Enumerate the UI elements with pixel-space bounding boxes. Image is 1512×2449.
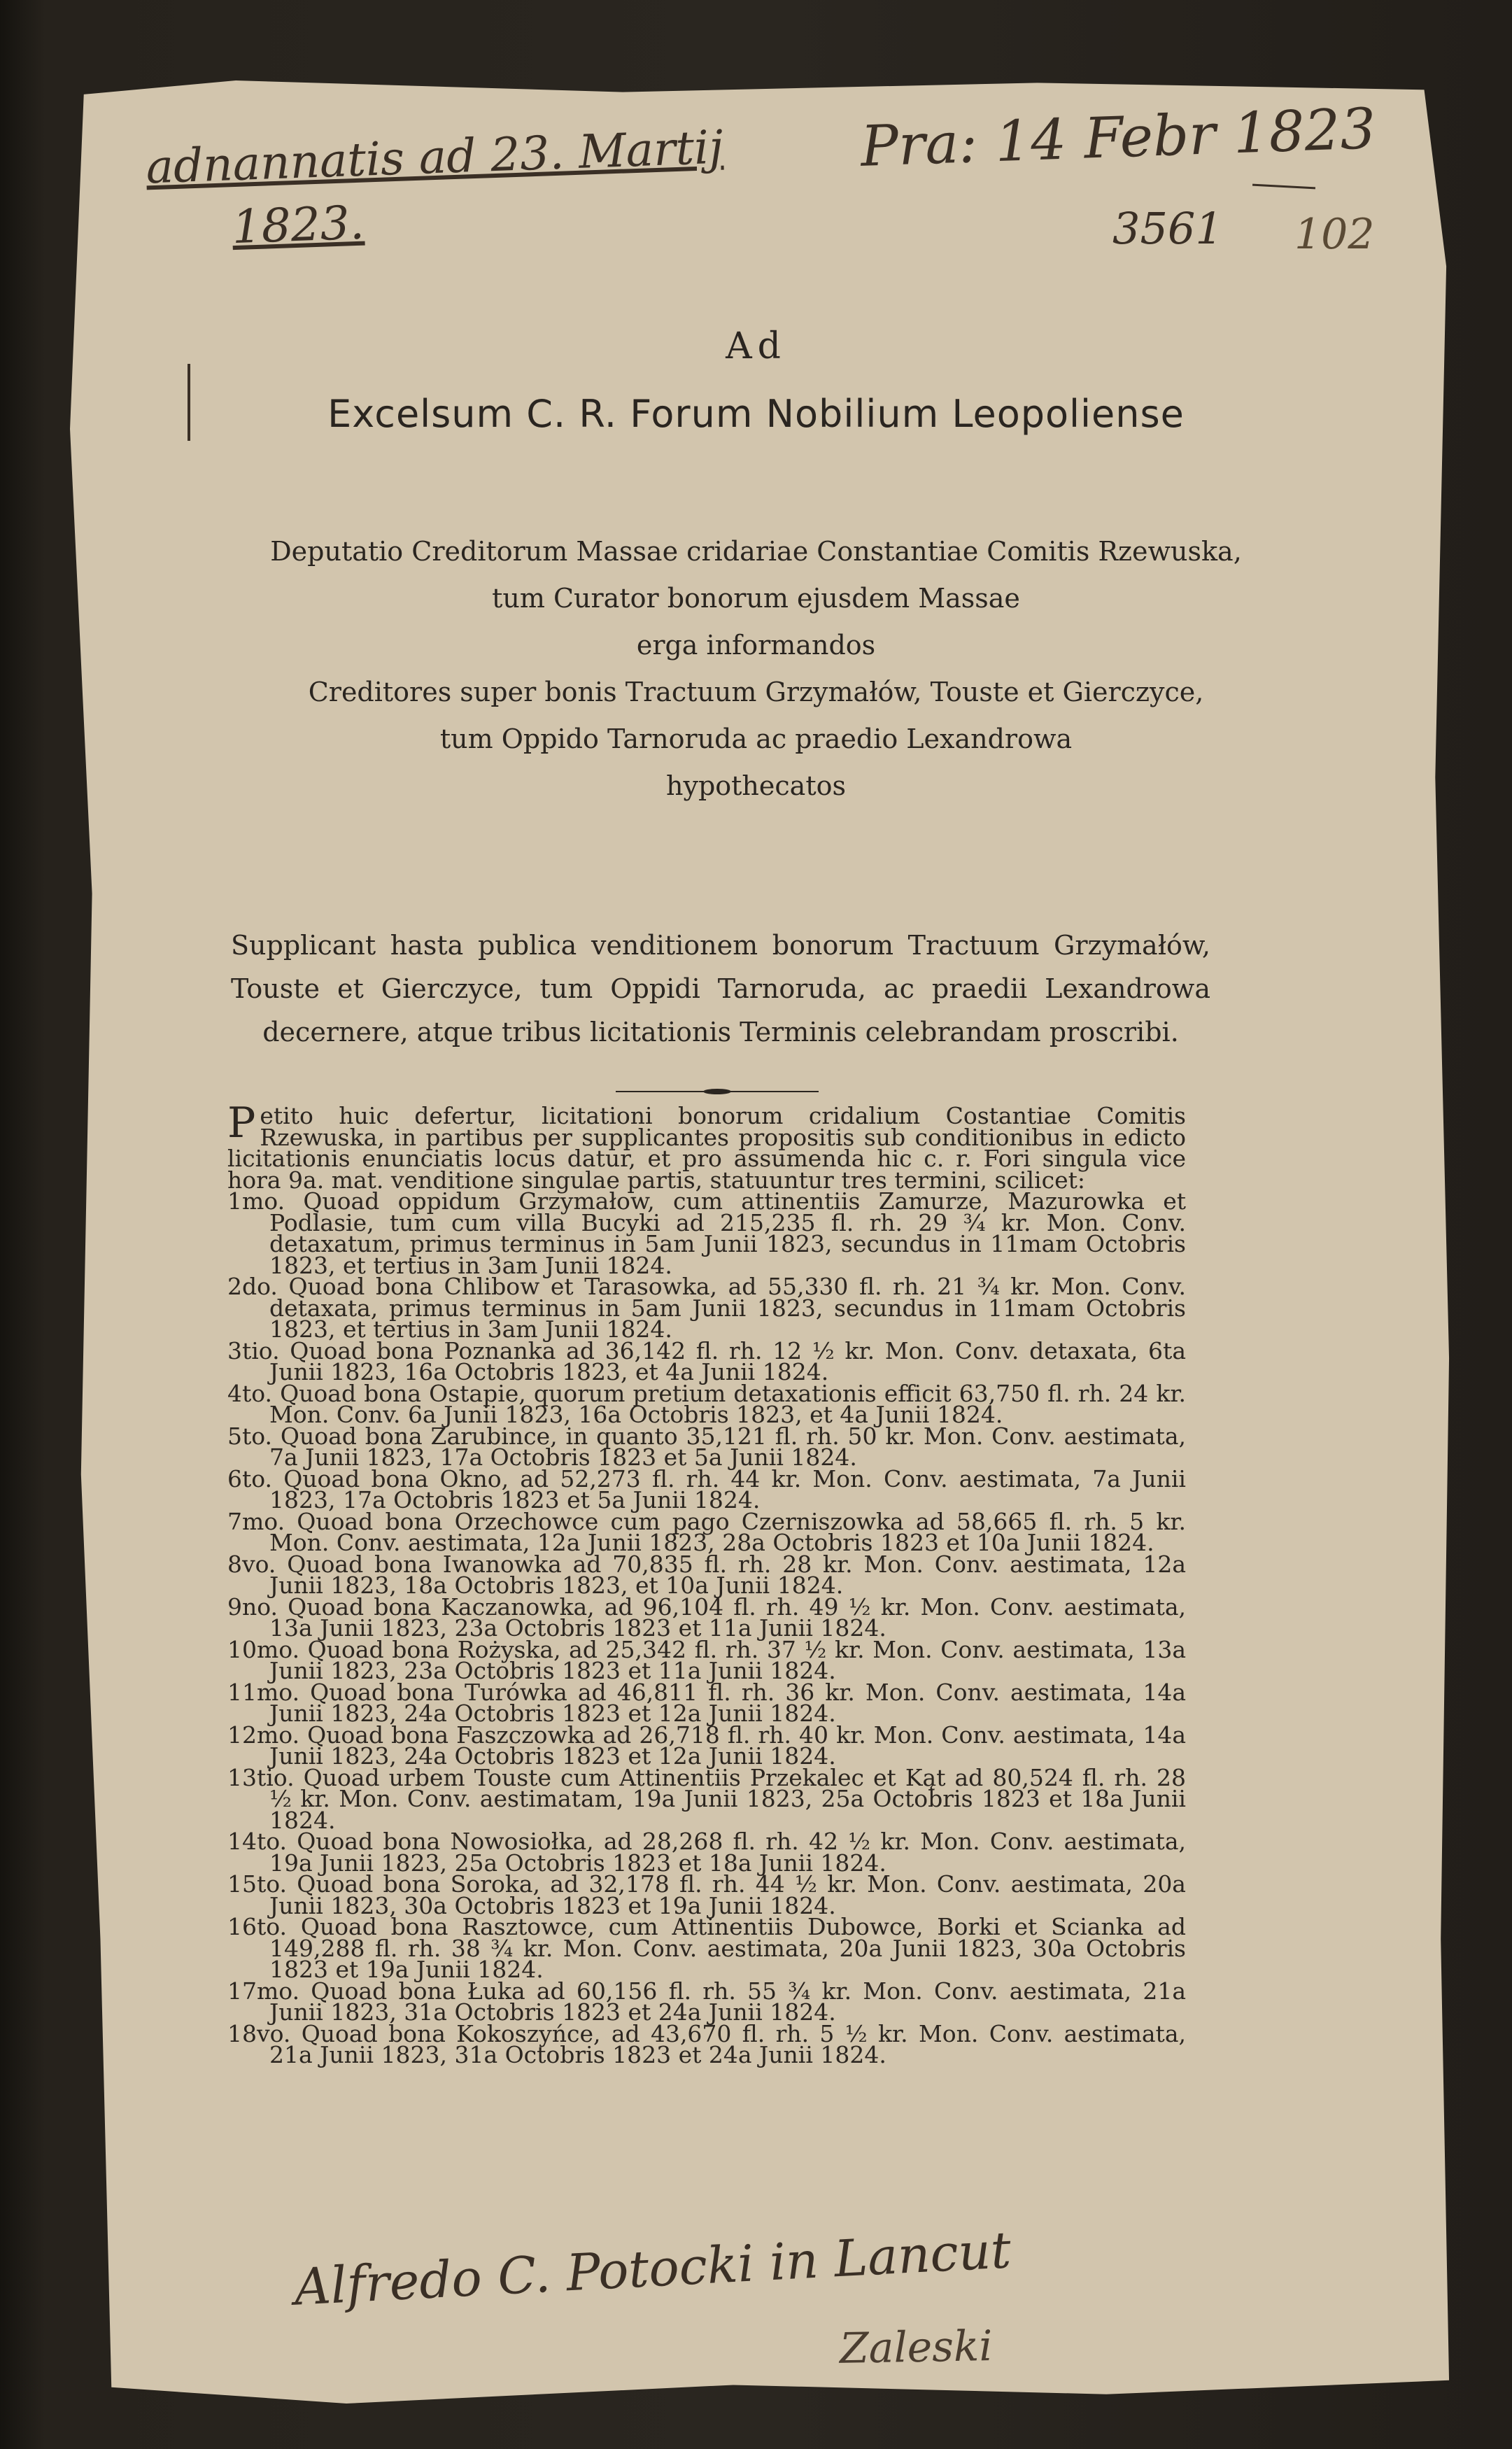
handwritten-signature: Alfredo C. Potocki in Lancut [292, 2220, 1012, 2317]
auction-item: 12mo. Quoad bona Faszczowka ad 26,718 fl. rh. 40 kr. Mon. Conv. aestimata, 14a Junii 1823, 24a Octobris 1823 et 12a Junii 1824. [227, 1721, 1186, 1770]
auction-item: 14to. Quoad bona Nowosiołka, ad 28,268 fl. rh. 42 ½ kr. Mon. Conv. aestimata, 19a Junii 1823, 25a Octobris 1823 et 18a Junii 1824. [227, 1828, 1186, 1877]
auction-item: 5to. Quoad bona Zarubince, in quanto 35,121 fl. rh. 50 kr. Mon. Conv. aestimata, 7a Junii 1823, 17a Octobris 1823 et 5a Junii 1824. [227, 1422, 1186, 1471]
court-title: Excelsum C. R. Forum Nobilium Leopoliense [327, 392, 1185, 436]
ornamental-rule [616, 1089, 819, 1094]
intro-line: tum Oppido Tarnoruda ac praedio Lexandrowa [439, 724, 1073, 754]
auction-item: 7mo. Quoad bona Orzechowce cum pago Czerniszowka ad 58,665 fl. rh. 5 kr. Mon. Conv. aestimata, 12a Junii 1823, 28a Octobris 1823 et 10a Junii 1824. [227, 1507, 1186, 1556]
decree-intro [227, 1099, 1186, 1194]
auction-item: 13tio. Quoad urbem Touste cum Attinentiis Przekalec et Kąt ad 80,524 fl. rh. 28 ½ kr. Mon. Conv. aestimatam, 19a Junii 1823, 25a Octobris 1823 et 18a Junii 1824. [227, 1763, 1186, 1834]
auction-item: 2do. Quoad bona Chlibow et Tarasowka, ad 55,330 fl. rh. 21 ¾ kr. Mon. Conv. detaxata, primus terminus in 5am Junii 1823, secundus in 11mam Octobris 1823, et tertius in 3am Junii 1824. [227, 1273, 1186, 1343]
intro-line: erga informandos [636, 630, 876, 661]
handwritten-signature-second: Zaleski [839, 2322, 994, 2373]
intro-line: Creditores super bonis Tractuum Grzymałów, Touste et Gierczyce, [308, 677, 1204, 707]
petition-paragraph: Supplicant hasta publica venditionem bonorum Tractuum Grzymałów, Touste et Gierczyce, tum Oppidi Tarnoruda, ac praedii Lexandrowa decernere, atque tribus licitationis Terminis celebrandam proscribi. [231, 930, 1210, 1047]
auction-item: 11mo. Quoad bona Turówka ad 46,811 fl. rh. 36 kr. Mon. Conv. aestimata, 14a Junii 1823, 24a Octobris 1823 et 12a Junii 1824. [227, 1678, 1186, 1727]
auction-item: 10mo. Quoad bona Rożyska, ad 25,342 fl. rh. 37 ½ kr. Mon. Conv. aestimata, 13a Junii 1823, 23a Octobris 1823 et 11a Junii 1824. [227, 1635, 1186, 1684]
handwritten-page-number: 102 [1294, 210, 1375, 259]
handwritten-date-top-right: Pra: 14 Febr 1823 [859, 96, 1377, 179]
intro-line: Deputatio Creditorum Massae cridariae Constantiae Comitis Rzewuska, [270, 536, 1242, 567]
auction-item: 9no. Quoad bona Kaczanowka, ad 96,104 fl. rh. 49 ½ kr. Mon. Conv. aestimata, 13a Junii 1823, 23a Octobris 1823 et 11a Junii 1824. [227, 1593, 1186, 1642]
auction-item: 17mo. Quoad bona Łuka ad 60,156 fl. rh. 55 ¾ kr. Mon. Conv. aestimata, 21a Junii 1823, 31a Octobris 1823 et 24a Junii 1824. [227, 1977, 1186, 2026]
auction-item: 4to. Quoad bona Ostapie, quorum pretium detaxationis efficit 63,750 fl. rh. 24 kr. Mon. Conv. 6a Junii 1823, 16a Octobris 1823, et 4a Junii 1824. [227, 1379, 1186, 1428]
handwritten-note-line-2: 1823. [231, 195, 365, 255]
auction-item: 15to. Quoad bona Soroka, ad 32,178 fl. rh. 44 ½ kr. Mon. Conv. aestimata, 20a Junii 1823, 30a Octobris 1823 et 19a Junii 1824. [227, 1870, 1186, 1919]
auction-item: 6to. Quoad bona Okno, ad 52,273 fl. rh. 44 kr. Mon. Conv. aestimata, 7a Junii 1823, 17a Octobris 1823 et 5a Junii 1824. [227, 1465, 1186, 1513]
address-ad: Ad [726, 325, 786, 367]
decree-intro-text: etito huic defertur, licitationi bonorum cridalium Costantiae Comitis Rzewuska, in partibus per supplicantes propositis sub conditionibus in edicto licitationis enunciatis locus datur, et pro assumenda hic c. r. Fori singula vice hora 9a. mat. venditione singulae partis, statuuntur tres termini, scilicet: [227, 1102, 1186, 1194]
auction-item: 16to. Quoad bona Rasztowce, cum Attinentiis Dubowce, Borki et Scianka ad 149,288 fl. rh. 38 ¾ kr. Mon. Conv. aestimata, 20a Junii 1823, 30a Octobris 1823 et 19a Junii 1824. [227, 1913, 1186, 1983]
court-decree [227, 1099, 1186, 2068]
handwritten-file-number: 3561 [1112, 203, 1223, 254]
auction-item: 18vo. Quoad bona Kokoszyńce, ad 43,670 fl. rh. 5 ½ kr. Mon. Conv. aestimata, 21a Junii 1823, 31a Octobris 1823 et 24a Junii 1824. [227, 2019, 1186, 2068]
handwritten-note-line-1: adnannatis ad 23. Martij [145, 120, 724, 195]
petitioner-block [0, 528, 1512, 810]
handwritten-note-top-left [145, 116, 726, 262]
auction-item: 8vo. Quoad bona Iwanowka ad 70,835 fl. rh. 28 kr. Mon. Conv. aestimata, 12a Junii 1823, 18a Octobris 1823, et 10a Junii 1824. [227, 1550, 1186, 1599]
intro-line: hypothecatos [666, 770, 846, 801]
decree-initial: P [227, 1099, 256, 1148]
intro-line: tum Curator bonorum ejusdem Massae [492, 583, 1020, 614]
auction-item: 1mo. Quoad oppidum Grzymałow, cum attinentiis Zamurze, Mazurowka et Podlasie, tum cum villa Bucyki ad 215,235 fl. rh. 29 ¾ kr. Mon. Conv. detaxatum, primus terminus in 5am Junii 1823, secundus in 11mam Octobris 1823, et tertius in 3am Junii 1824. [227, 1187, 1186, 1279]
auction-item: 3tio. Quoad bona Poznanka ad 36,142 fl. rh. 12 ½ kr. Mon. Conv. detaxata, 6ta Junii 1823, 16a Octobris 1823, et 4a Junii 1824. [227, 1336, 1186, 1385]
